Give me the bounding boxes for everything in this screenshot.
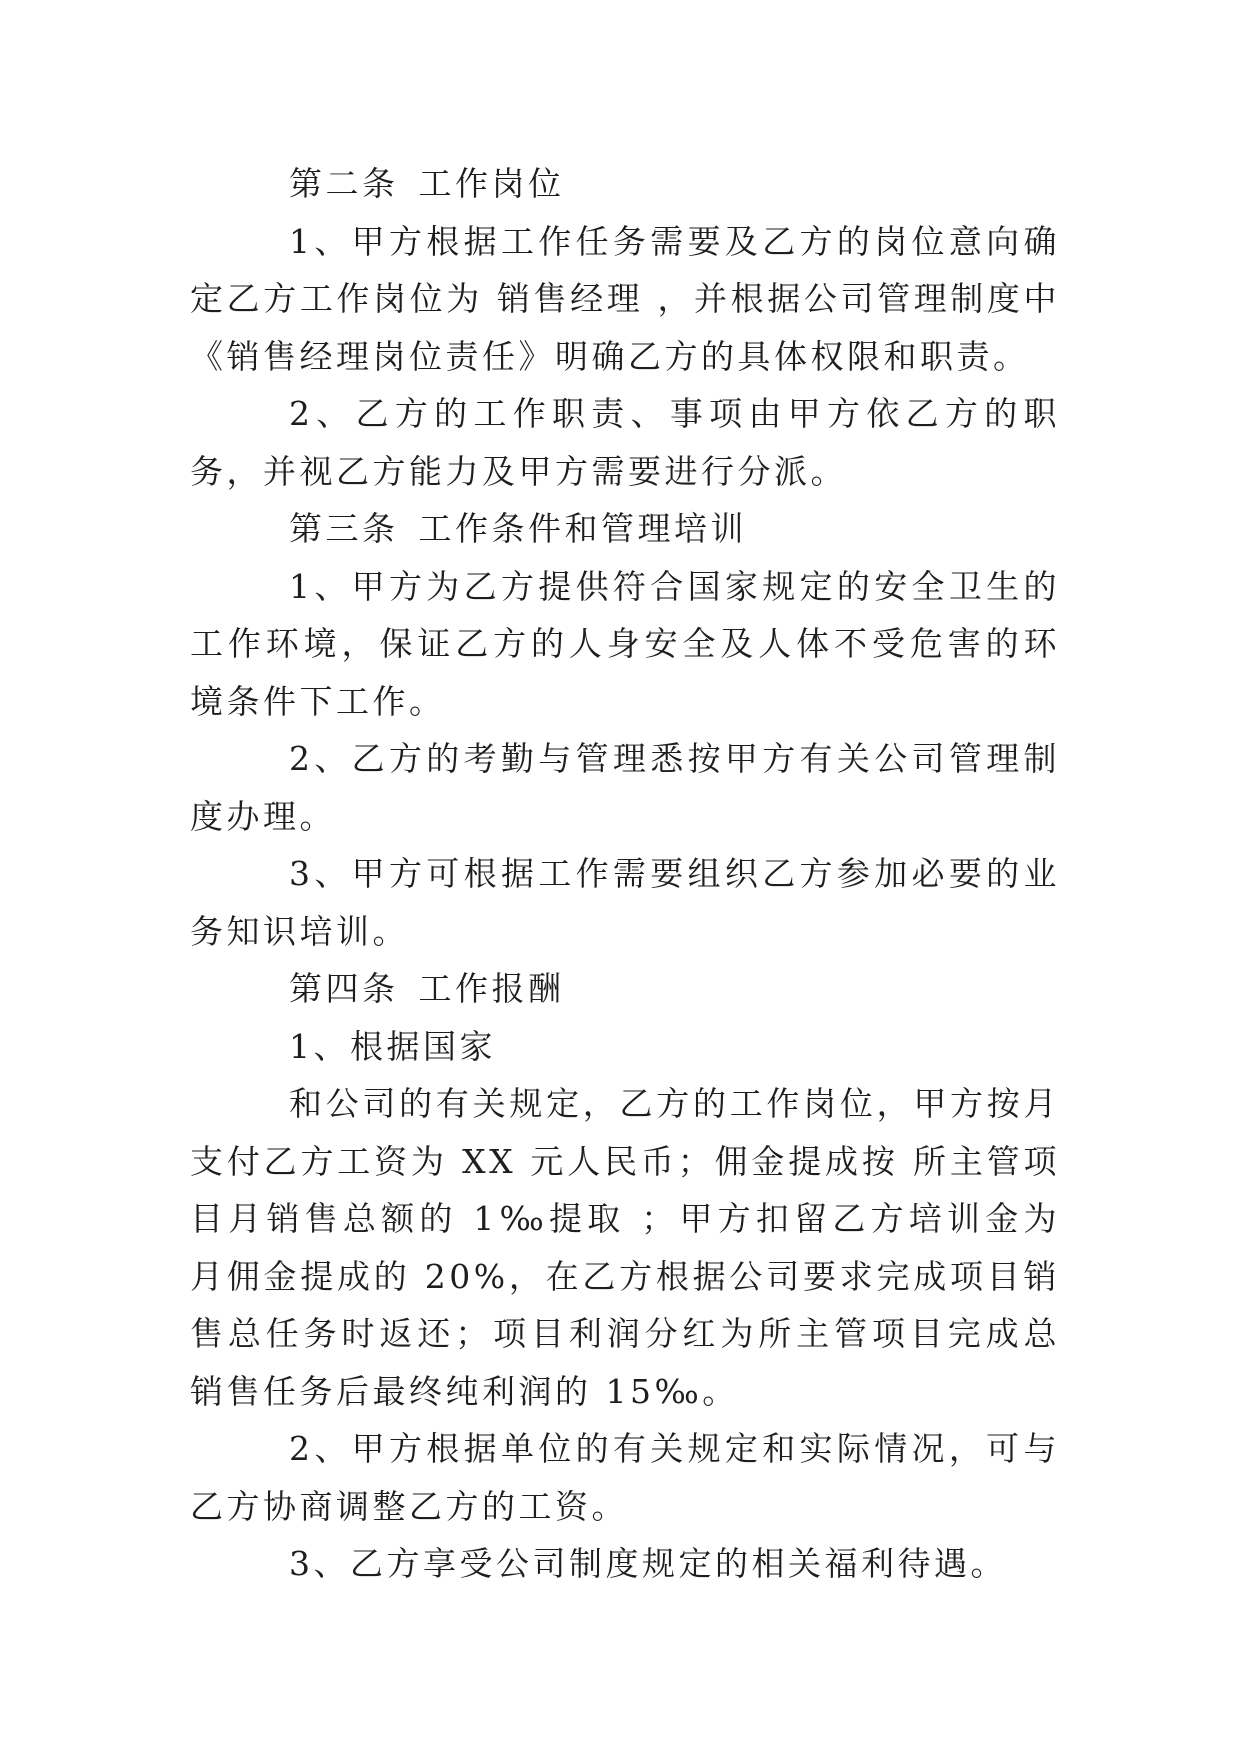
section-heading-article-4 — [190, 960, 1060, 1018]
paragraph: 1、甲方为乙方提供符合国家规定的安全卫生的工作环境，保证乙方的人身安全及人体不受危害的环境条件下工作。 — [190, 566, 1060, 721]
section-heading-article-3 — [190, 500, 1060, 558]
section-heading-article-2 — [190, 155, 1060, 213]
article-number: 第二条 — [289, 164, 399, 203]
paragraph: 2、乙方的考勤与管理悉按甲方有关公司管理制度办理。 — [190, 739, 1060, 836]
paragraph: 1、甲方根据工作任务需要及乙方的岗位意向确定乙方工作岗位为 销售经理 ，并根据公司管理制度中《销售经理岗位责任》明确乙方的具体权限和职责。 — [190, 221, 1060, 376]
paragraph: 3、甲方可根据工作需要组织乙方参加必要的业务知识培训。 — [190, 854, 1060, 951]
document-page — [190, 155, 1060, 1593]
article-title: 工作报酬 — [418, 969, 565, 1008]
paragraph: 3、乙方享受公司制度规定的相关福利待遇。 — [289, 1544, 1007, 1583]
article-number: 第四条 — [289, 969, 399, 1008]
paragraph: 和公司的有关规定，乙方的工作岗位，甲方按月支付乙方工资为 XX 元人民币；佣金提成按 所主管项目月销售总额的 1‰提取 ；甲方扣留乙方培训金为 月佣金提成的 20%，在乙方根据公司要求完成项目销售总任务时返还；项目利润分红为所主管项目完成总销售任务后最终纯利润的 15‰。 — [190, 1084, 1060, 1411]
paragraph: 2、甲方根据单位的有关规定和实际情况，可与乙方协商调整乙方的工资。 — [190, 1429, 1060, 1526]
paragraph: 1、根据国家 — [289, 1026, 496, 1066]
paragraph: 2、乙方的工作职责、事项由甲方依乙方的职务，并视乙方能力及甲方需要进行分派。 — [190, 394, 1060, 491]
article-title: 工作岗位 — [418, 164, 565, 203]
article-title: 工作条件和管理培训 — [418, 509, 747, 548]
article-number: 第三条 — [289, 509, 399, 548]
